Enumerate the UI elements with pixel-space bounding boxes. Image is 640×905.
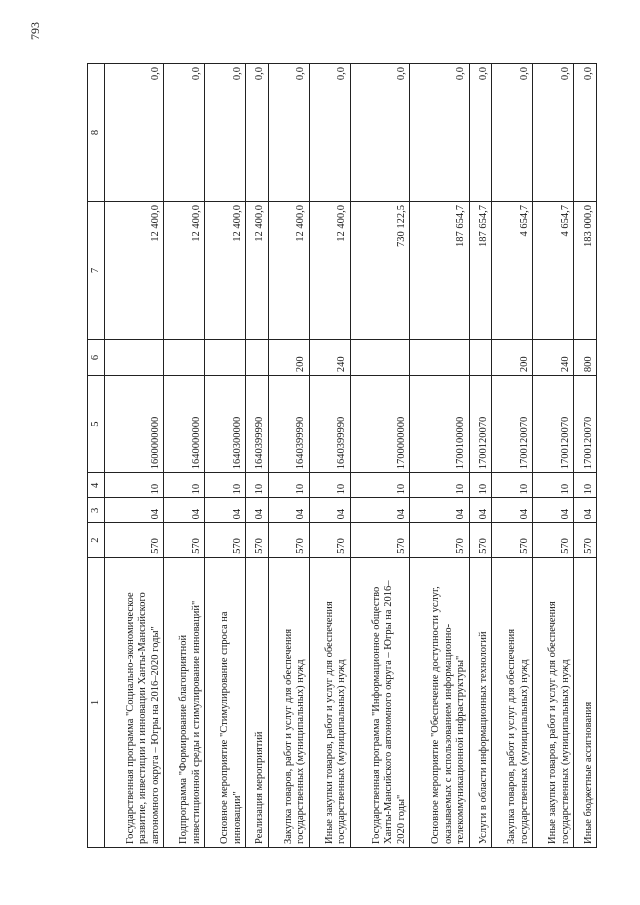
amount-cell: 0,0 xyxy=(105,64,164,202)
expense-type-cell: 800 xyxy=(574,340,597,376)
expense-type-cell xyxy=(205,340,246,376)
expense-type-cell xyxy=(469,340,492,376)
expense-type-cell: 240 xyxy=(309,340,350,376)
amount-cell: 12 400,0 xyxy=(309,202,350,340)
amount-cell: 0,0 xyxy=(469,64,492,202)
amount-cell: 183 000,0 xyxy=(574,202,597,340)
subsection-cell: 10 xyxy=(574,473,597,498)
expense-type-cell: 200 xyxy=(492,340,533,376)
section-cell: 04 xyxy=(268,498,309,523)
amount-cell: 12 400,0 xyxy=(246,202,269,340)
item-name-cell: Иные закупки товаров, работ и услуг для обеспечения государственных (муниципальных) нужд xyxy=(309,557,350,847)
subsection-cell: 10 xyxy=(533,473,574,498)
target-article-cell: 1640399990 xyxy=(309,376,350,473)
column-header: 5 xyxy=(88,376,105,473)
table-row xyxy=(469,64,492,848)
amount-cell: 0,0 xyxy=(309,64,350,202)
subsection-cell: 10 xyxy=(246,473,269,498)
subsection-cell: 10 xyxy=(105,473,164,498)
table-row xyxy=(309,64,350,848)
table-row xyxy=(410,64,469,848)
table-row xyxy=(574,64,597,848)
amount-cell: 730 122,5 xyxy=(350,202,409,340)
item-name-cell: Реализация мероприятий xyxy=(246,557,269,847)
target-article-cell: 1700000000 xyxy=(350,376,409,473)
amount-cell: 0,0 xyxy=(246,64,269,202)
item-name-cell: Основное мероприятие "Стимулирование спроса на инновации" xyxy=(205,557,246,847)
expense-type-cell xyxy=(164,340,205,376)
item-name-cell: Подпрограмма "Формирование благоприятной инвестиционной среды и стимулирование инноваций" xyxy=(164,557,205,847)
item-name-cell: Государственная программа "Социально-экономическое развитие, инвестиции и инновации Ханты-Мансийского автономного округа – Югры на 2016–2020 годы" xyxy=(105,557,164,847)
column-header: 6 xyxy=(88,340,105,376)
subsection-cell: 10 xyxy=(309,473,350,498)
amount-cell: 0,0 xyxy=(205,64,246,202)
column-header: 8 xyxy=(88,64,105,202)
ministry-code-cell: 570 xyxy=(492,523,533,557)
target-article-cell: 1700120070 xyxy=(469,376,492,473)
table-row xyxy=(164,64,205,848)
section-cell: 04 xyxy=(105,498,164,523)
ministry-code-cell: 570 xyxy=(533,523,574,557)
ministry-code-cell: 570 xyxy=(469,523,492,557)
item-name-cell: Государственная программа "Информационное общество Ханты-Мансийского автономного округа – Югры на 2016–2020 годы" xyxy=(350,557,409,847)
item-name-cell: Услуги в области информационных технологий xyxy=(469,557,492,847)
table-row xyxy=(350,64,409,848)
section-cell: 04 xyxy=(350,498,409,523)
subsection-cell: 10 xyxy=(268,473,309,498)
table-row xyxy=(205,64,246,848)
subsection-cell: 10 xyxy=(205,473,246,498)
ministry-code-cell: 570 xyxy=(268,523,309,557)
item-name-cell: Закупка товаров, работ и услуг для обеспечения государственных (муниципальных) нужд xyxy=(492,557,533,847)
ministry-code-cell: 570 xyxy=(205,523,246,557)
section-cell: 04 xyxy=(309,498,350,523)
amount-cell: 4 654,7 xyxy=(492,202,533,340)
amount-cell: 187 654,7 xyxy=(469,202,492,340)
ministry-code-cell: 570 xyxy=(350,523,409,557)
budget-table xyxy=(87,63,597,848)
expense-type-cell xyxy=(410,340,469,376)
section-cell: 04 xyxy=(205,498,246,523)
target-article-cell: 1600000000 xyxy=(105,376,164,473)
section-cell: 04 xyxy=(574,498,597,523)
amount-cell: 0,0 xyxy=(268,64,309,202)
table-row xyxy=(533,64,574,848)
column-number-row xyxy=(88,64,105,848)
expense-type-cell xyxy=(105,340,164,376)
item-name-cell: Иные закупки товаров, работ и услуг для обеспечения государственных (муниципальных) нужд xyxy=(533,557,574,847)
column-header: 7 xyxy=(88,202,105,340)
target-article-cell: 1700120070 xyxy=(492,376,533,473)
ministry-code-cell: 570 xyxy=(246,523,269,557)
amount-cell: 0,0 xyxy=(574,64,597,202)
page-number: 793 xyxy=(28,22,42,40)
target-article-cell: 1640000000 xyxy=(164,376,205,473)
ministry-code-cell: 570 xyxy=(309,523,350,557)
section-cell: 04 xyxy=(469,498,492,523)
table-body xyxy=(105,64,597,848)
table-row xyxy=(105,64,164,848)
section-cell: 04 xyxy=(533,498,574,523)
ministry-code-cell: 570 xyxy=(574,523,597,557)
amount-cell: 4 654,7 xyxy=(533,202,574,340)
section-cell: 04 xyxy=(492,498,533,523)
target-article-cell: 1700120070 xyxy=(533,376,574,473)
target-article-cell: 1700100000 xyxy=(410,376,469,473)
amount-cell: 0,0 xyxy=(533,64,574,202)
rotated-budget-table-container xyxy=(87,63,597,848)
amount-cell: 0,0 xyxy=(350,64,409,202)
expense-type-cell xyxy=(350,340,409,376)
amount-cell: 0,0 xyxy=(410,64,469,202)
subsection-cell: 10 xyxy=(410,473,469,498)
column-header: 4 xyxy=(88,473,105,498)
amount-cell: 12 400,0 xyxy=(164,202,205,340)
item-name-cell: Основное мероприятие "Обеспечение доступности услуг, оказываемых с использованием информационно-телекоммуникационной инфраструктуры" xyxy=(410,557,469,847)
amount-cell: 0,0 xyxy=(164,64,205,202)
section-cell: 04 xyxy=(410,498,469,523)
target-article-cell: 1640399990 xyxy=(246,376,269,473)
expense-type-cell xyxy=(246,340,269,376)
target-article-cell: 1640300000 xyxy=(205,376,246,473)
amount-cell: 12 400,0 xyxy=(105,202,164,340)
target-article-cell: 1640399990 xyxy=(268,376,309,473)
target-article-cell: 1700120070 xyxy=(574,376,597,473)
table-row xyxy=(492,64,533,848)
amount-cell: 12 400,0 xyxy=(205,202,246,340)
item-name-cell: Закупка товаров, работ и услуг для обеспечения государственных (муниципальных) нужд xyxy=(268,557,309,847)
section-cell: 04 xyxy=(246,498,269,523)
subsection-cell: 10 xyxy=(492,473,533,498)
subsection-cell: 10 xyxy=(164,473,205,498)
column-header: 3 xyxy=(88,498,105,523)
ministry-code-cell: 570 xyxy=(410,523,469,557)
column-header: 2 xyxy=(88,523,105,557)
amount-cell: 187 654,7 xyxy=(410,202,469,340)
table-row xyxy=(268,64,309,848)
section-cell: 04 xyxy=(164,498,205,523)
expense-type-cell: 200 xyxy=(268,340,309,376)
amount-cell: 12 400,0 xyxy=(268,202,309,340)
table-row xyxy=(246,64,269,848)
subsection-cell: 10 xyxy=(469,473,492,498)
expense-type-cell: 240 xyxy=(533,340,574,376)
column-header: 1 xyxy=(88,557,105,847)
ministry-code-cell: 570 xyxy=(105,523,164,557)
amount-cell: 0,0 xyxy=(492,64,533,202)
ministry-code-cell: 570 xyxy=(164,523,205,557)
subsection-cell: 10 xyxy=(350,473,409,498)
item-name-cell: Иные бюджетные ассигнования xyxy=(574,557,597,847)
